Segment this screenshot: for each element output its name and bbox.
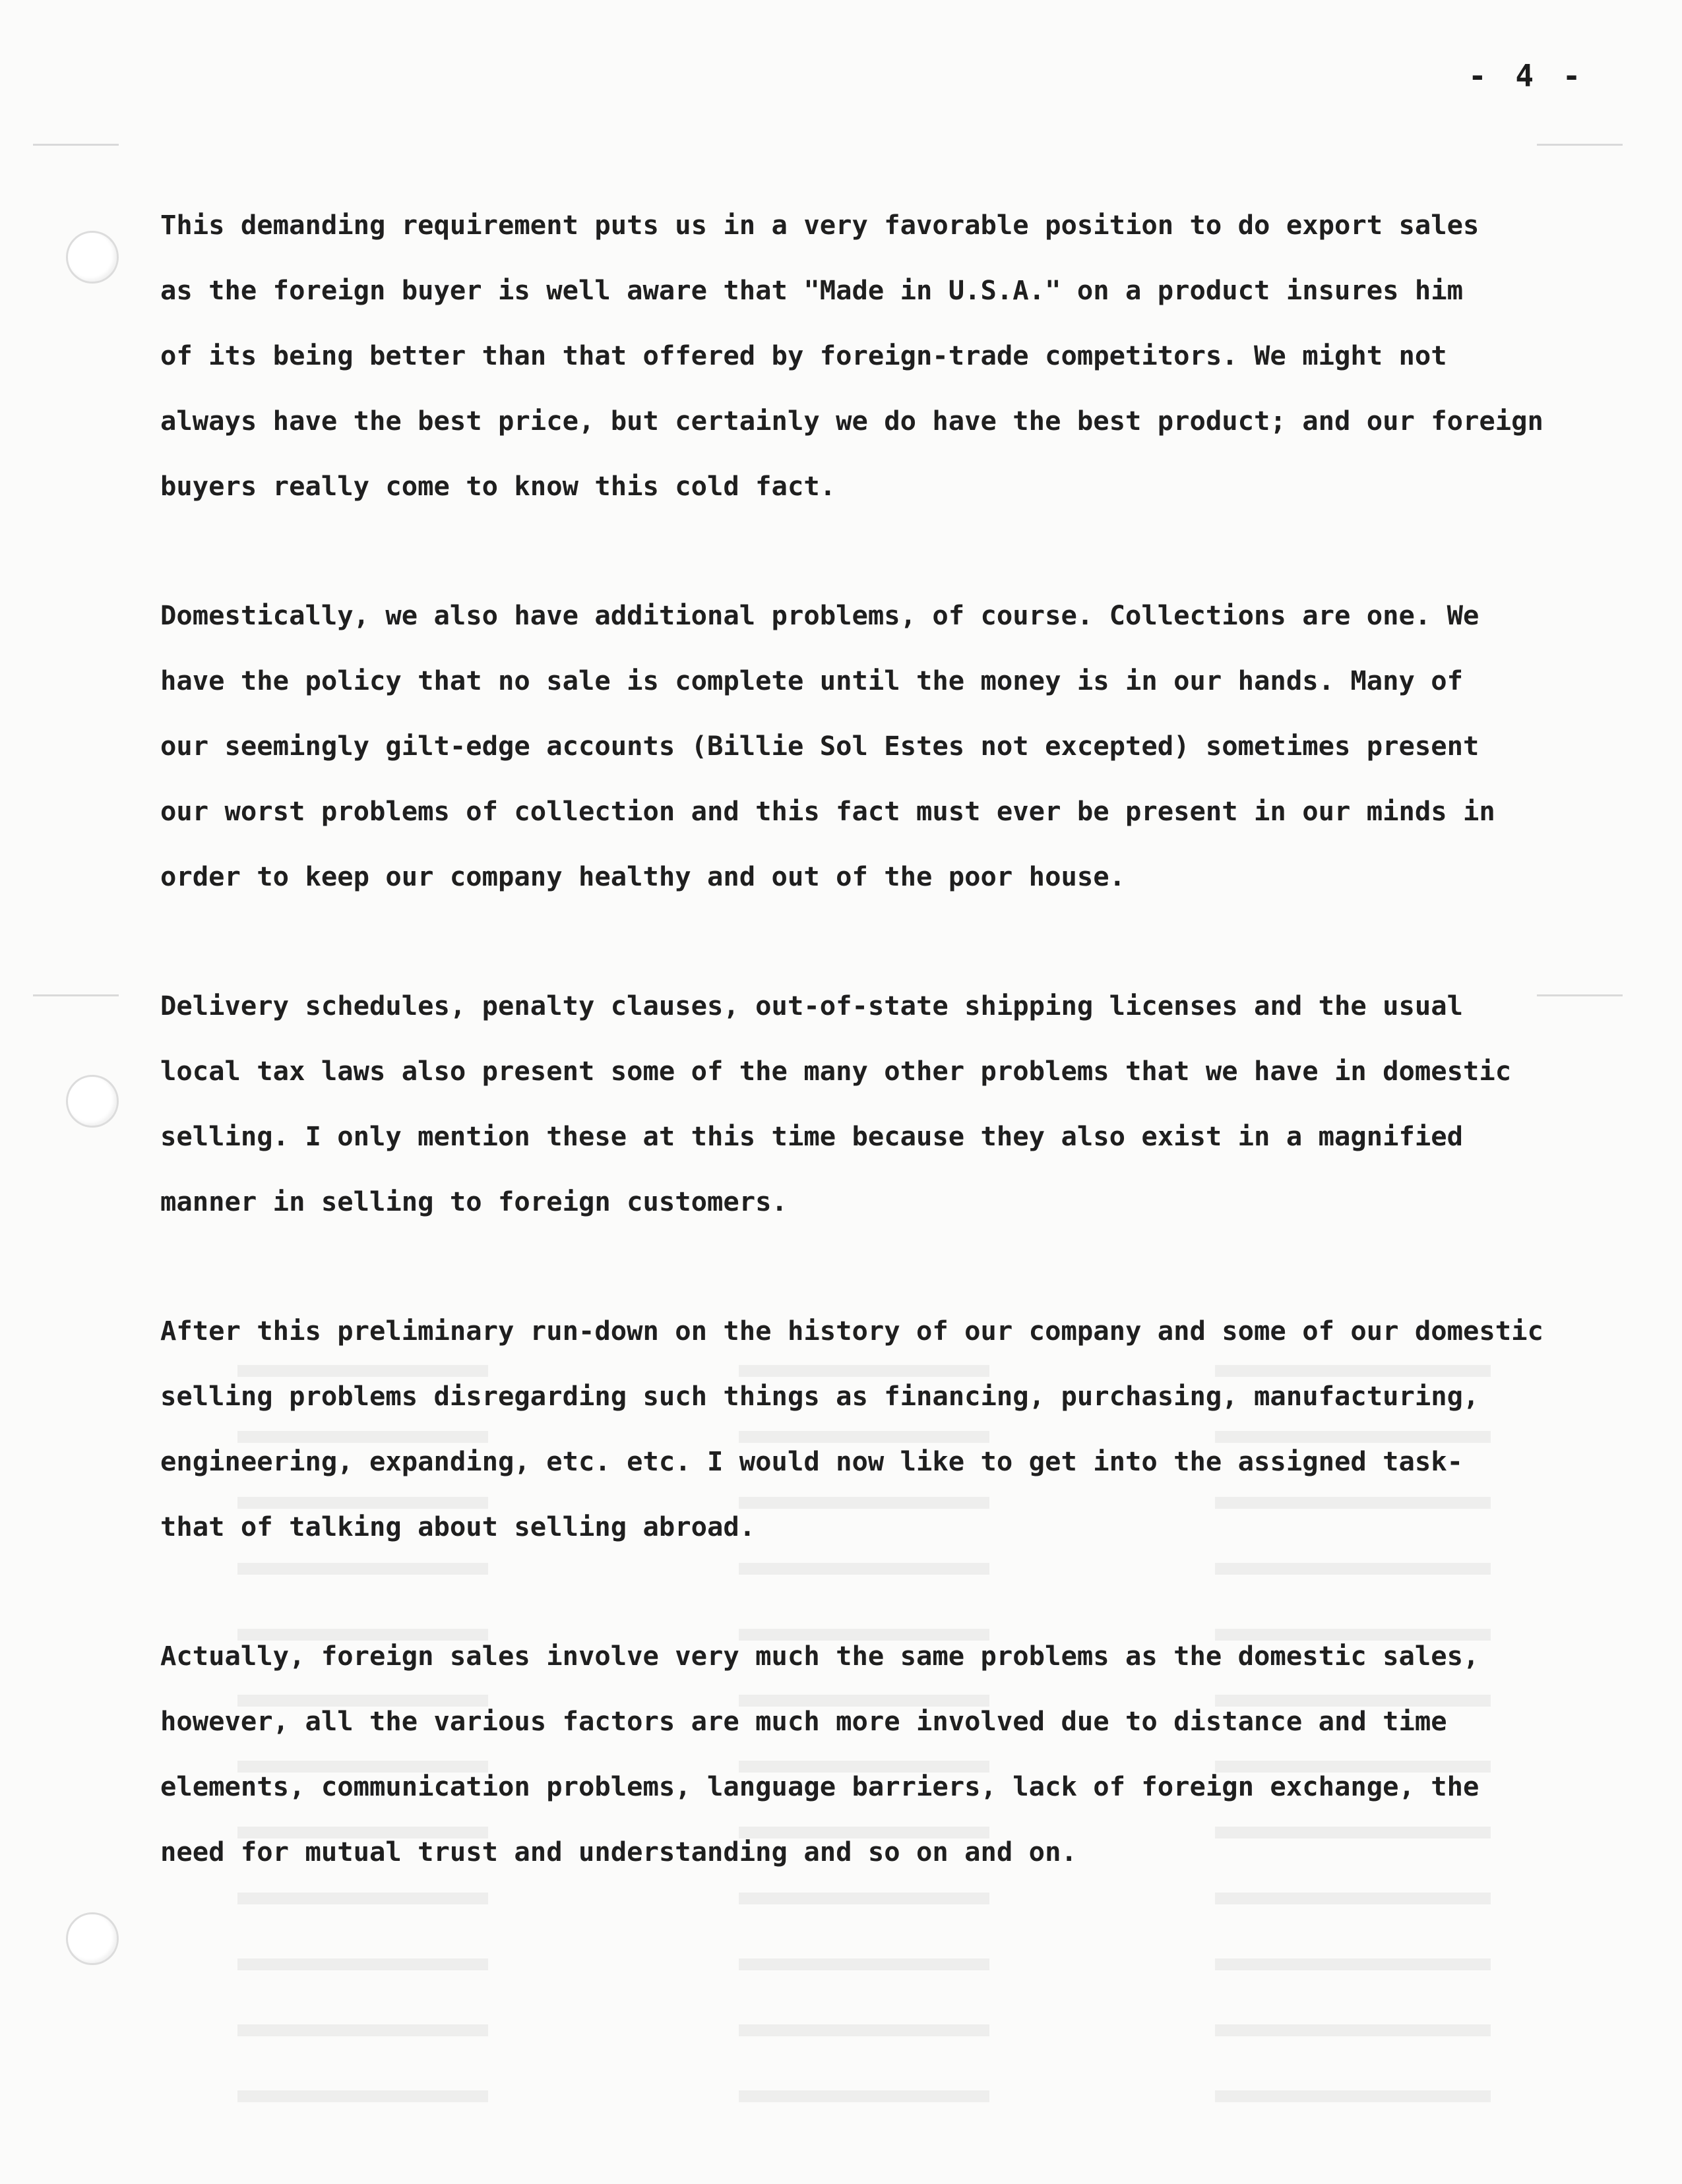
text-line: need for mutual trust and understanding and so on and on. [160,1836,1077,1867]
body-text [160,193,1585,1949]
punch-hole [66,231,119,284]
text-line: that of talking about selling abroad. [160,1511,756,1542]
text-line: Domestically, we also have additional problems, of course. Collections are one. We [160,599,1480,631]
paragraph-transition [160,1298,1585,1560]
paragraph-domestic-collections [160,583,1585,909]
text-line: our worst problems of collection and this fact must ever be present in our minds in [160,795,1495,827]
text-line: After this preliminary run-down on the history of our company and some of our domestic [160,1315,1543,1347]
punch-hole [66,1912,119,1965]
edge-mark [33,994,119,996]
text-line: This demanding requirement puts us in a very favorable position to do export sales [160,209,1480,241]
text-line: selling problems disregarding such things as financing, purchasing, manufacturing, [160,1380,1480,1412]
text-line: Delivery schedules, penalty clauses, out-of-state shipping licenses and the usual [160,990,1464,1021]
text-line: have the policy that no sale is complete until the money is in our hands. Many of [160,665,1464,696]
text-line: however, all the various factors are much more involved due to distance and time [160,1705,1447,1737]
text-line: manner in selling to foreign customers. [160,1186,788,1217]
text-line: elements, communication problems, language barriers, lack of foreign exchange, the [160,1771,1480,1802]
text-line: our seemingly gilt-edge accounts (Billie Sol Estes not excepted) sometimes present [160,730,1480,762]
text-line: always have the best price, but certainly we do have the best product; and our foreign [160,405,1543,437]
text-line: order to keep our company healthy and out of the poor house. [160,861,1125,892]
text-line: of its being better than that offered by foreign-trade competitors. We might not [160,340,1447,371]
text-line: local tax laws also present some of the many other problems that we have in domestic [160,1055,1512,1087]
edge-mark [33,144,119,146]
edge-mark [1537,144,1623,146]
page-number: - 4 - [1468,58,1586,94]
paragraph-delivery-problems [160,973,1585,1234]
text-line: Actually, foreign sales involve very much the same problems as the domestic sales, [160,1640,1480,1672]
text-line: engineering, expanding, etc. etc. I would now like to get into the assigned task- [160,1445,1464,1477]
text-line: selling. I only mention these at this time because they also exist in a magnified [160,1120,1464,1152]
paragraph-foreign-sales [160,1623,1585,1885]
punch-hole [66,1075,119,1128]
paragraph-export-advantage [160,193,1585,519]
text-line: buyers really come to know this cold fact. [160,470,836,502]
text-line: as the foreign buyer is well aware that "Made in U.S.A." on a product insures him [160,274,1464,306]
